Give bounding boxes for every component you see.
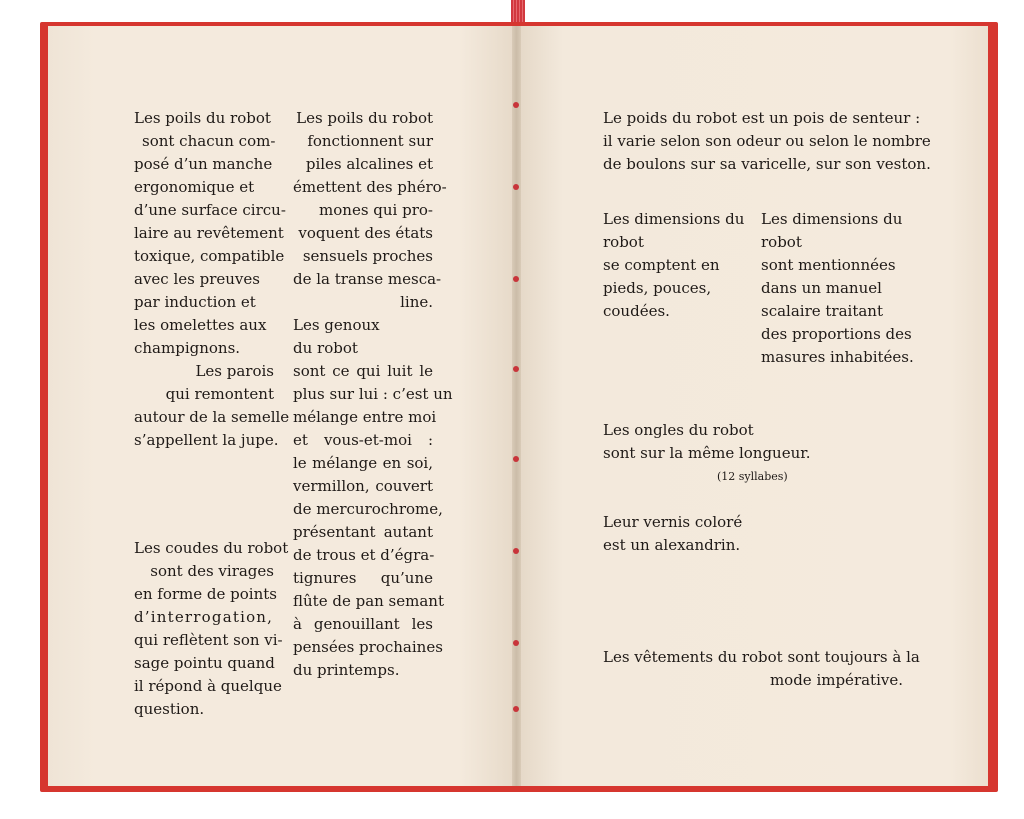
text-line: sensuels proches — [302, 247, 433, 265]
text-line: sont sur la même longueur. — [603, 444, 811, 462]
text-line: toxique, compatible — [134, 247, 285, 265]
text-line: des proportions des — [761, 325, 912, 343]
text-line: robot — [761, 233, 802, 251]
poids-stanza — [603, 107, 931, 176]
text-line: qui reflètent son vi- — [134, 631, 283, 649]
text-line: sont mentionnées — [761, 256, 896, 274]
text-line: par induction et — [134, 293, 256, 311]
text-line: laire au revêtement — [134, 224, 284, 242]
left-page — [48, 26, 516, 786]
text-line: du printemps. — [293, 661, 400, 679]
left-column-1 — [134, 107, 290, 452]
text-line: de la transe mesca- — [293, 270, 442, 288]
text-line: tignures qu’une — [293, 569, 433, 587]
text-line: champignons. — [134, 339, 241, 357]
bookmark-ribbon — [511, 0, 525, 24]
text-line: sont ce qui luit le — [293, 362, 433, 380]
text-line: plus sur lui : c’est un — [293, 385, 453, 403]
text-line: piles alcalines et — [305, 155, 433, 173]
text-line: les omelettes aux — [134, 316, 267, 334]
text-line: pensées prochaines — [293, 638, 443, 656]
text-line: question. — [134, 700, 205, 718]
text-line: émettent des phéro- — [293, 178, 447, 196]
text-line: ergonomique et — [134, 178, 255, 196]
text-line: Les genoux — [293, 316, 380, 334]
binding-stitch — [513, 706, 519, 712]
binding-stitch — [513, 184, 519, 190]
dimensions-stanza-b — [761, 208, 914, 369]
text-line: Les poils du robot — [296, 109, 433, 127]
text-line: Les poils du robot — [134, 109, 271, 127]
text-line: coudées. — [603, 302, 670, 320]
text-line: scalaire traitant — [761, 302, 883, 320]
text-line: autour de la semelle — [134, 408, 290, 426]
left-column-2 — [293, 107, 453, 682]
text-line: de trous et d’égra- — [293, 546, 435, 564]
text-line: il répond à quelque — [134, 677, 282, 695]
ongles-stanza — [603, 419, 903, 465]
text-line: Les coudes du robot — [134, 539, 289, 557]
binding-stitch — [513, 640, 519, 646]
text-line: Les parois — [195, 362, 274, 380]
text-line: présentant autant — [293, 523, 433, 541]
text-line: vermillon, couvert — [293, 477, 433, 495]
text-line: robot — [603, 233, 644, 251]
binding-stitch — [513, 548, 519, 554]
text-line: d’interrogation, — [134, 608, 274, 626]
text-line: Les ongles du robot — [603, 421, 754, 439]
text-line: sage pointu quand — [134, 654, 275, 672]
dimensions-stanza-a — [603, 208, 743, 323]
text-line: de boulons sur sa varicelle, sur son veston. — [603, 155, 931, 173]
text-line: dans un manuel — [761, 279, 882, 297]
syllable-count-note — [717, 465, 817, 488]
vernis-stanza — [603, 511, 903, 557]
text-line: Les vêtements du robot sont toujours à la — [603, 648, 920, 666]
book-gutter — [512, 26, 521, 786]
text-line: se comptent en — [603, 256, 720, 274]
binding-stitch — [513, 456, 519, 462]
vetements-stanza — [603, 646, 920, 692]
text-line: Leur vernis coloré — [603, 513, 743, 531]
text-line: à genouillant les — [293, 615, 433, 633]
text-line: le mélange en soi, — [293, 454, 433, 472]
text-line: qui remontent — [165, 385, 274, 403]
text-line: du robot — [293, 339, 358, 357]
text-line: sont des virages — [150, 562, 274, 580]
text-line: mones qui pro- — [319, 201, 433, 219]
binding-stitch — [513, 366, 519, 372]
text-line: masures inhabitées. — [761, 348, 914, 366]
text-line: mélange entre moi — [293, 408, 437, 426]
left-column-1-bottom — [134, 537, 289, 721]
text-line: d’une surface circu- — [134, 201, 286, 219]
text-line: line. — [400, 293, 433, 311]
text-line: Les dimensions du — [603, 210, 745, 228]
text-line: (12 syllabes) — [717, 470, 788, 483]
text-line: pieds, pouces, — [603, 279, 712, 297]
text-line: est un alexandrin. — [603, 536, 741, 554]
text-line: sont chacun com- — [142, 132, 276, 150]
text-line: s’appellent la jupe. — [134, 431, 279, 449]
text-line: il varie selon son odeur ou selon le nombre — [603, 132, 931, 150]
text-line: en forme de points — [134, 585, 277, 603]
text-line: Les dimensions du — [761, 210, 903, 228]
text-line: avec les preuves — [134, 270, 260, 288]
text-line: mode impérative. — [769, 671, 903, 689]
binding-stitch — [513, 102, 519, 108]
text-line: Le poids du robot est un pois de senteur : — [603, 109, 921, 127]
text-line: posé d’un manche — [134, 155, 273, 173]
text-line: voquent des états — [298, 224, 433, 242]
binding-stitch — [513, 276, 519, 282]
text-line: fonctionnent sur — [307, 132, 433, 150]
text-line: et vous-et-moi : — [293, 431, 433, 449]
text-line: flûte de pan semant — [293, 592, 444, 610]
text-line: de mercurochrome, — [293, 500, 443, 518]
